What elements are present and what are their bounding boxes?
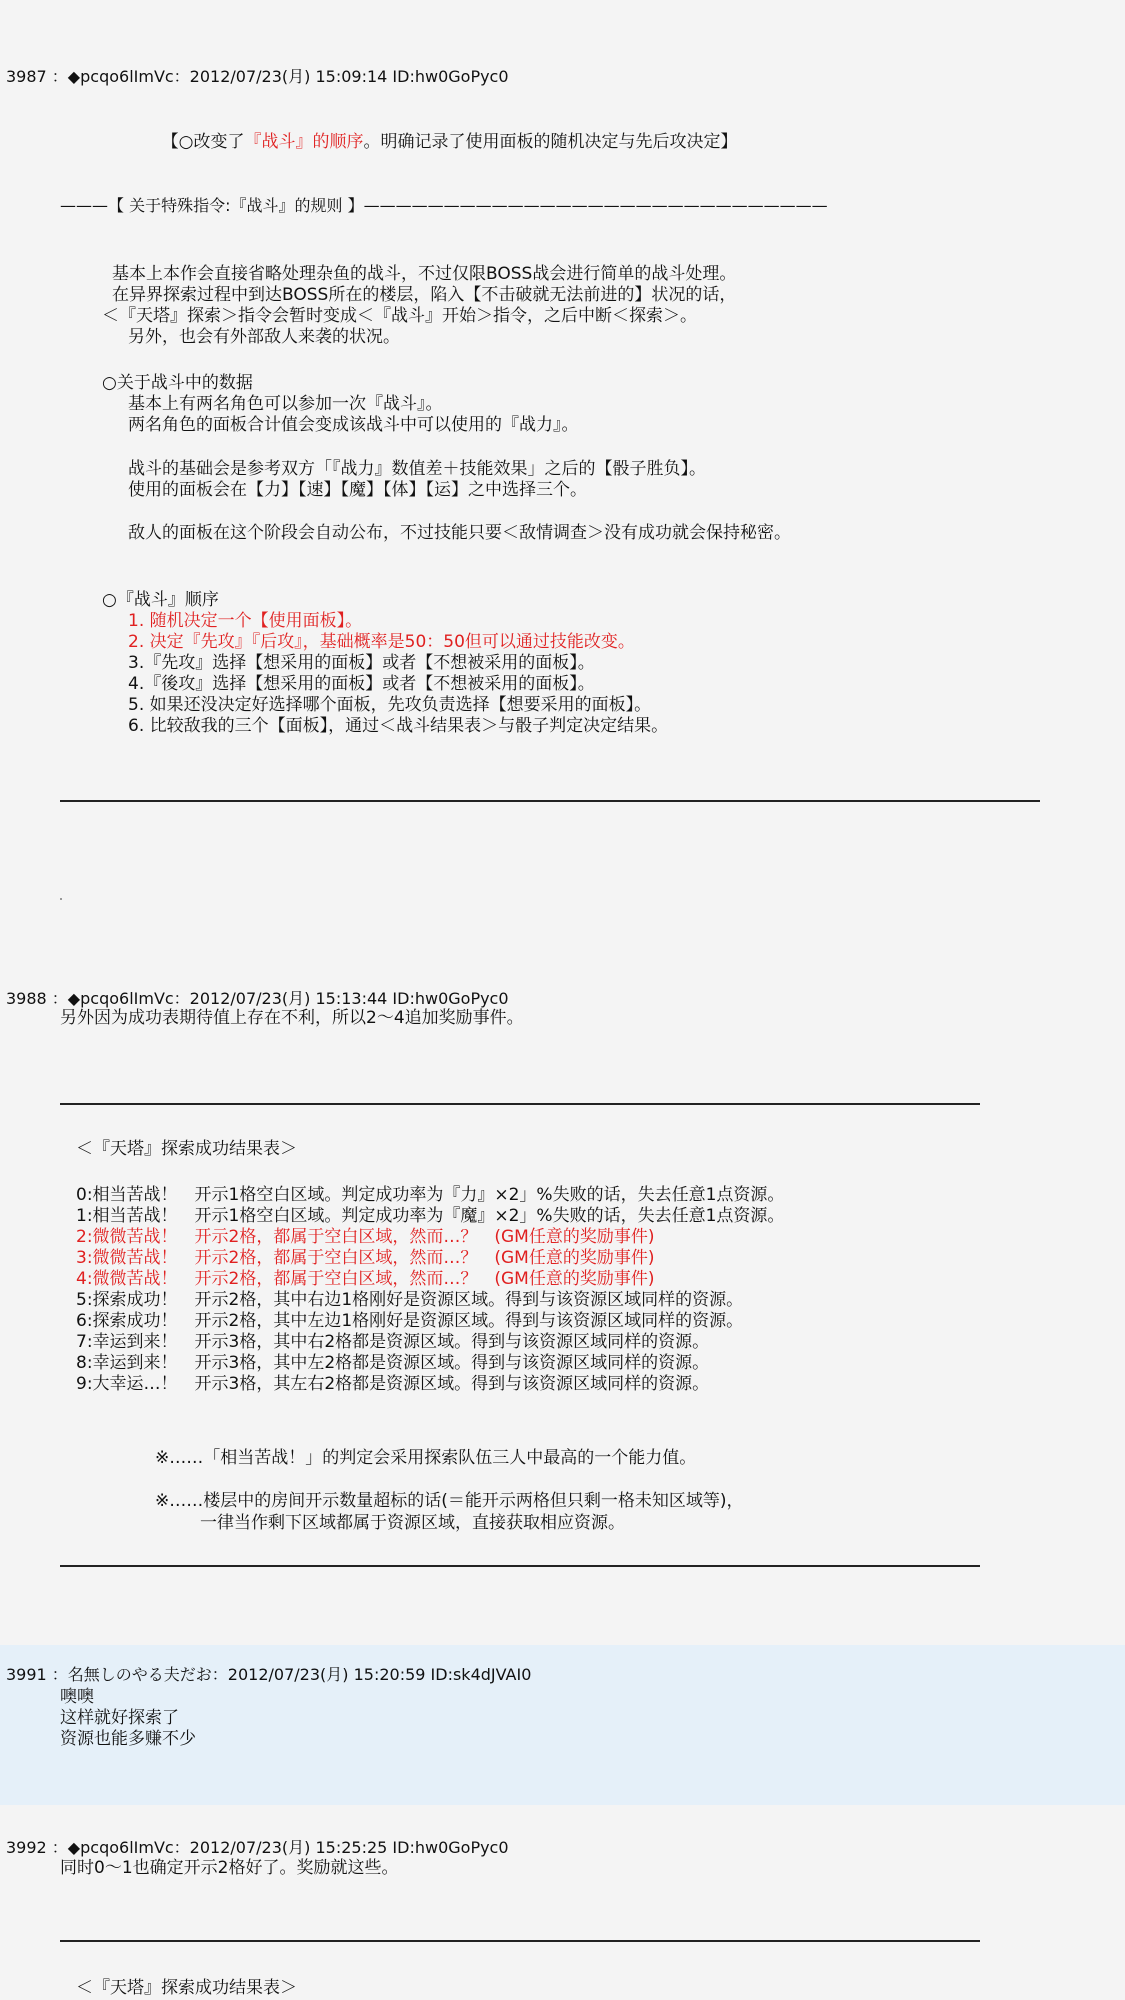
- intro-line: 在异界探索过程中到达BOSS所在的楼层，陷入【不击破就无法前进的】状况的话，: [112, 285, 737, 305]
- divider-rule: [60, 800, 1040, 802]
- result-row: 9:大幸运…！ 开示3格，其左右2格都是资源区域。得到与该资源区域同样的资源。: [76, 1374, 710, 1394]
- intro-line: ＜『天塔』探索＞指令会暂时变成＜『战斗』开始＞指令，之后中断＜探索＞。: [102, 306, 697, 326]
- order-step: 5. 如果还没决定好选择哪个面板，先攻负责选择【想要采用的面板】。: [128, 695, 652, 715]
- post-3988: [0, 945, 1125, 1645]
- footnote: ※……「相当苦战！」的判定会采用探索队伍三人中最高的一个能力值。: [155, 1448, 697, 1468]
- post-header: 3991 ：名無しのやる夫だお：2012/07/23(月) 15:20:59 ID:sk4dJVAI0: [6, 1665, 532, 1684]
- divider-rule: [60, 1940, 980, 1942]
- divider-rule: [60, 1103, 980, 1105]
- table-title: ＜『天塔』探索成功结果表＞: [76, 1139, 297, 1159]
- order-step: 4.『後攻』选择【想采用的面板】或者【不想被采用的面板】。: [128, 674, 595, 694]
- result-row: 6:探索成功！ 开示2格，其中左边1格刚好是资源区域。得到与该资源区域同样的资源。: [76, 1311, 744, 1331]
- result-row: 8:幸运到来！ 开示3格，其中左2格都是资源区域。得到与该资源区域同样的资源。: [76, 1353, 710, 1373]
- post-body: 同时0～1也确定开示2格好了。奖励就这些。: [60, 1858, 399, 1878]
- result-row: 2:微微苦战！ 开示2格，都属于空白区域，然而…？ (GM任意的奖励事件): [76, 1227, 655, 1247]
- order-step: 6. 比较敌我的三个【面板】，通过＜战斗结果表＞与骰子判定决定结果。: [128, 716, 669, 736]
- notice-line: [140, 112, 737, 172]
- footnote: ※……楼层中的房间开示数量超标的话(＝能开示两格但只剩一格未知区域等)，: [155, 1491, 744, 1511]
- reply-line: 资源也能多赚不少: [60, 1729, 196, 1749]
- intro-line: 另外，也会有外部敌人来袭的状况。: [128, 327, 400, 347]
- data-line: 使用的面板会在【力】【速】【魔】【体】【运】之中选择三个。: [128, 480, 587, 500]
- post-header: 3992 ：◆pcqo6lImVc：2012/07/23(月) 15:25:25 ID:hw0GoPyc0: [6, 1838, 509, 1857]
- result-row: 7:幸运到来！ 开示3格，其中右2格都是资源区域。得到与该资源区域同样的资源。: [76, 1332, 710, 1352]
- post-3991: [0, 1645, 1125, 1805]
- data-line: 两名角色的面板合计值会变成该战斗中可以使用的『战力』。: [128, 415, 579, 435]
- data-line: 敌人的面板在这个阶段会自动公布，不过技能只要＜敌情调查＞没有成功就会保持秘密。: [128, 523, 791, 543]
- order-section-title: ○『战斗』顺序: [102, 590, 219, 610]
- data-line: 基本上有两名角色可以参加一次『战斗』。: [128, 394, 443, 414]
- notice-post: 。明确记录了使用面板的随机决定与先后攻决定】: [363, 132, 738, 152]
- data-line: 战斗的基础会是参考双方「『战力』数值差＋技能效果」之后的【骰子胜负】。: [128, 459, 706, 479]
- table-title: ＜『天塔』探索成功结果表＞: [76, 1978, 297, 1998]
- notice-pre: 【○改变了: [161, 132, 245, 152]
- reply-line: 噢噢: [60, 1687, 94, 1707]
- order-step: 1. 随机决定一个【使用面板】。: [128, 611, 363, 631]
- result-row: 3:微微苦战！ 开示2格，都属于空白区域，然而…？ (GM任意的奖励事件): [76, 1248, 655, 1268]
- post-3992: [0, 1805, 1125, 2000]
- result-row: 0:相当苦战！ 开示1格空白区域。判定成功率为『力』×2」%失败的话，失去任意1点资源。: [76, 1185, 785, 1205]
- reply-line: 这样就好探索了: [60, 1708, 179, 1728]
- result-row: 5:探索成功！ 开示2格，其中右边1格刚好是资源区域。得到与该资源区域同样的资源。: [76, 1290, 744, 1310]
- result-row: 1:相当苦战！ 开示1格空白区域。判定成功率为『魔』×2」%失败的话，失去任意1点资源。: [76, 1206, 785, 1226]
- footnote: 一律当作剩下区域都属于资源区域，直接获取相应资源。: [200, 1513, 625, 1533]
- post-header: 3988 ：◆pcqo6lImVc：2012/07/23(月) 15:13:44 ID:hw0GoPyc0: [6, 989, 509, 1008]
- section-title: ———【 关于特殊指令:『战斗』的规则 】—————————————————————————————: [60, 196, 828, 215]
- result-row: 4:微微苦战！ 开示2格，都属于空白区域，然而…？ (GM任意的奖励事件): [76, 1269, 655, 1289]
- order-step: 2. 决定『先攻』『后攻』，基础概率是50：50但可以通过技能改变。: [128, 632, 635, 652]
- divider-rule: [60, 1565, 980, 1567]
- post-body: 另外因为成功表期待值上存在不利，所以2～4追加奖励事件。: [60, 1008, 524, 1028]
- intro-line: 基本上本作会直接省略处理杂鱼的战斗，不过仅限BOSS战会进行简单的战斗处理。: [112, 264, 737, 284]
- post-header: 3987 ：◆pcqo6lImVc：2012/07/23(月) 15:09:14 ID:hw0GoPyc0: [6, 67, 509, 86]
- stray-dot: [60, 898, 62, 900]
- order-step: 3.『先攻』选择【想采用的面板】或者【不想被采用的面板】。: [128, 653, 595, 673]
- data-section-title: ○关于战斗中的数据: [102, 373, 253, 393]
- notice-red: 『战斗』的顺序: [244, 132, 364, 152]
- post-3987: [0, 0, 1125, 945]
